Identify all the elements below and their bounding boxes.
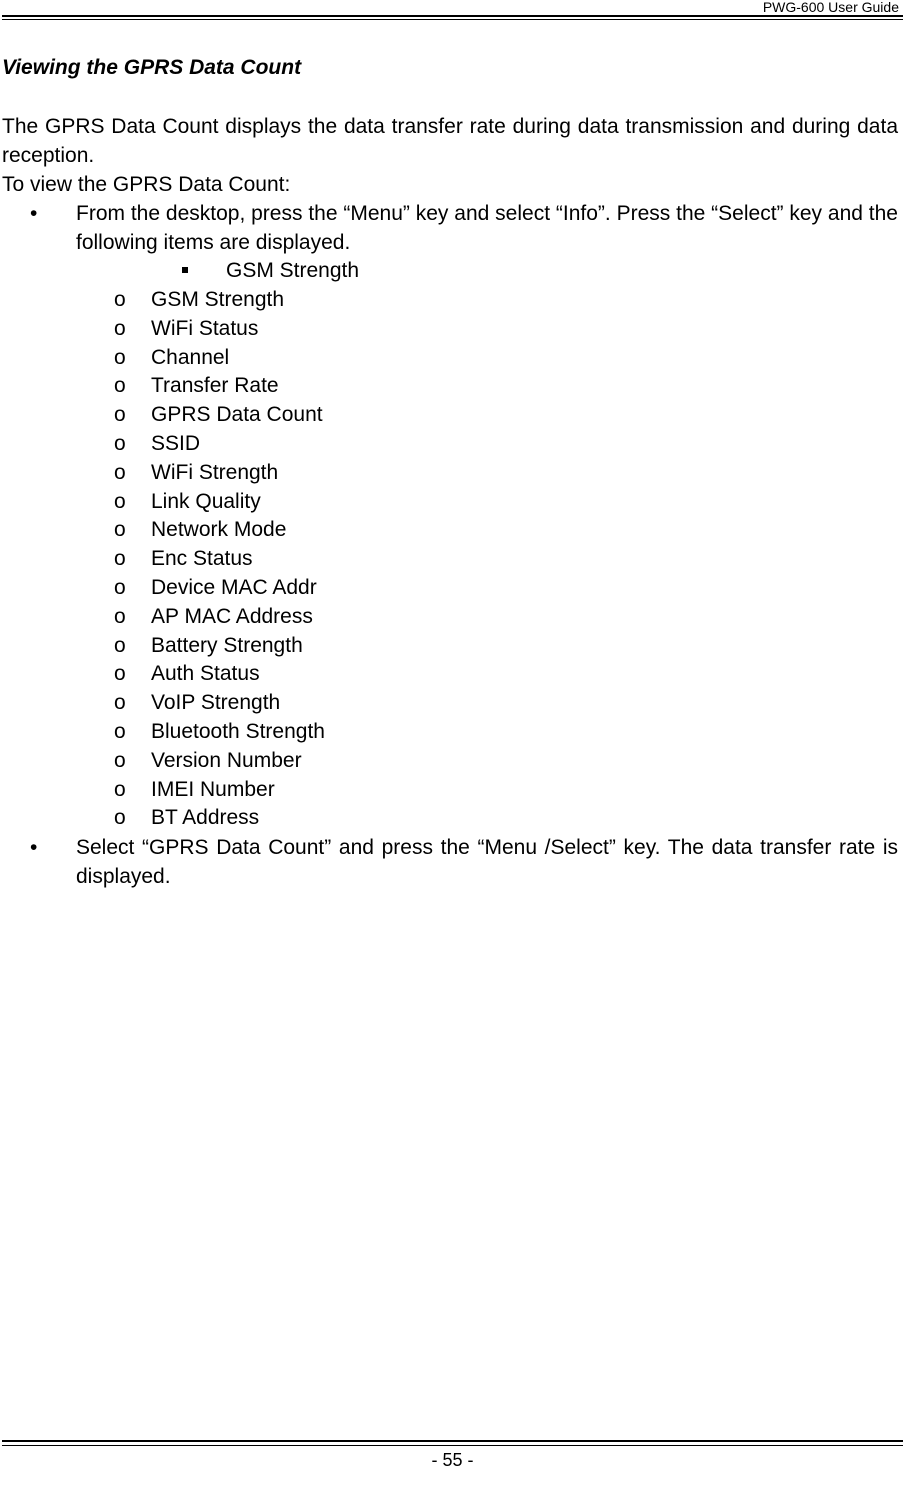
circle-bullet-icon: o — [114, 288, 126, 311]
list-item-label: AP MAC Address — [151, 604, 313, 628]
circle-bullet-icon: o — [114, 691, 126, 715]
list-item — [0, 803, 905, 832]
list-item — [0, 602, 905, 631]
circle-bullet-icon: o — [114, 518, 126, 542]
list-item-label: Transfer Rate — [151, 374, 279, 398]
list-item-label: BT Address — [151, 806, 260, 830]
circle-bullet-icon: o — [114, 748, 126, 772]
bullet-icon: • — [30, 836, 38, 859]
lead-in-text: To view the GPRS Data Count: — [2, 173, 291, 196]
list-item-label: Version Number — [151, 748, 302, 772]
circle-bullet-icon: o — [114, 547, 126, 571]
list-item-label: Enc Status — [151, 547, 253, 571]
list-item-label: Auth Status — [151, 662, 260, 686]
list-item-label: Battery Strength — [151, 633, 303, 657]
step-text: From the desktop, press the “Menu” key and select “Info”. Press the “Select” key and the following items are displayed. — [76, 202, 898, 254]
square-item-text: GSM Strength — [226, 259, 360, 282]
running-header: PWG-600 User Guide — [762, 0, 899, 15]
list-item — [0, 544, 905, 573]
list-item — [0, 515, 905, 544]
footer-rule-thick — [2, 1440, 903, 1442]
circle-bullet-icon: o — [114, 345, 126, 369]
circle-bullet-icon: o — [114, 316, 126, 340]
circle-bullet-icon: o — [114, 403, 126, 427]
list-item — [0, 775, 905, 804]
list-item-label: Link Quality — [151, 489, 261, 513]
square-bullet-icon — [182, 267, 188, 273]
list-item-label: WiFi Status — [151, 316, 259, 340]
circle-bullet-icon: o — [114, 806, 126, 830]
list-item — [0, 285, 905, 314]
list-item — [0, 400, 905, 429]
list-item — [0, 371, 905, 400]
header-rule-thin — [2, 19, 903, 20]
bullet-icon: • — [30, 202, 38, 225]
circle-bullet-icon: o — [114, 719, 126, 743]
circle-bullet-icon: o — [114, 604, 126, 628]
list-item-label: WiFi Strength — [151, 460, 279, 484]
list-item — [0, 573, 905, 602]
page-number: - 55 - — [431, 1450, 474, 1470]
square-list-item — [0, 256, 905, 285]
list-item — [0, 343, 905, 372]
list-item — [0, 487, 905, 516]
info-items-list — [0, 285, 905, 832]
circle-bullet-icon: o — [114, 460, 126, 484]
circle-bullet-icon: o — [114, 575, 126, 599]
list-item-label: Network Mode — [151, 518, 287, 542]
list-item — [0, 688, 905, 717]
list-item-label: Device MAC Addr — [151, 575, 317, 599]
list-item — [0, 314, 905, 343]
list-item — [0, 717, 905, 746]
section-title: Viewing the GPRS Data Count — [2, 56, 302, 79]
list-item-label: VoIP Strength — [151, 691, 281, 715]
list-item-label: Bluetooth Strength — [151, 719, 325, 743]
list-item-label: Channel — [151, 345, 230, 369]
circle-bullet-icon: o — [114, 489, 126, 513]
list-item — [0, 429, 905, 458]
step-text: Select “GPRS Data Count” and press the “Menu /Select” key. The data transfer rate is displayed. — [76, 836, 898, 888]
list-item — [0, 631, 905, 660]
header-rule-thick — [2, 15, 903, 17]
circle-bullet-icon: o — [114, 662, 126, 686]
list-item-label: IMEI Number — [151, 777, 275, 801]
list-item-label: GSM Strength — [151, 288, 285, 311]
list-item-label: SSID — [151, 431, 201, 455]
list-item — [0, 746, 905, 775]
circle-bullet-icon: o — [114, 633, 126, 657]
circle-bullet-icon: o — [114, 431, 126, 455]
circle-bullet-icon: o — [114, 374, 126, 398]
intro-paragraph: The GPRS Data Count displays the data transfer rate during data transmission and during data reception. — [2, 115, 898, 167]
list-item-label: GPRS Data Count — [151, 403, 323, 427]
footer-rule-thin — [2, 1445, 903, 1446]
list-item — [0, 659, 905, 688]
list-item — [0, 458, 905, 487]
circle-bullet-icon: o — [114, 777, 126, 801]
